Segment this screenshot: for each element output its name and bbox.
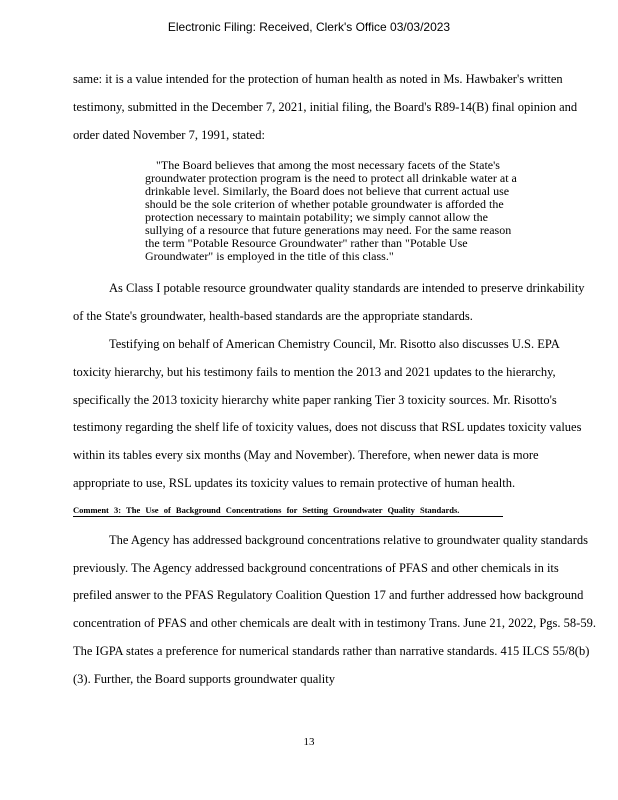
page-number: 13: [303, 736, 315, 748]
filing-header: Electronic Filing: Received, Clerk's Office 03/03/2023: [167, 20, 451, 34]
block-quote: "The Board believes that among the most necessary facets of the State's groundwater protection program is the need to protect all drinkable water at a drinkable level. Similarly, the Board does not believe that current actual use should be the sole criterion of whether potable groundwater is afforded the protection necessary to maintain potability; we simply cannot allow the sullying of a resource that future generations may need. For the same reason the term "Potable Resource Groundwater" rather than "Potable Use Groundwater" is employed in the title of this class.": [145, 158, 517, 264]
paragraph-2: As Class I potable resource groundwater quality standards are intended to preserve drinkability of the State's groundwater, health-based standards are the appropriate standards.: [73, 281, 585, 324]
paragraph-3: Testifying on behalf of American Chemistry Council, Mr. Risotto also discusses U.S. EPA toxicity hierarchy, but his testimony fails to mention the 2013 and 2021 updates to the hierarchy, specifically the 2013 toxicity hierarchy white paper ranking Tier 3 toxicity sources. Mr. Risotto's testimony regarding the shelf life of toxicity values, does not discuss that RSL updates toxicity values within its tables every six months (May and November). Therefore, when newer data is more appropriate to use, RSL updates its toxicity values to remain protective of human health.: [73, 336, 582, 490]
comment-heading: Comment 3: The Use of Background Concentrations for Setting Groundwater Quality Standards.: [73, 504, 503, 517]
paragraph-1: same: it is a value intended for the protection of human health as noted in Ms. Hawbaker's written testimony, submitted in the December 7, 2021, initial filing, the Board's R89-14(B) final opinion and order dated November 7, 1991, stated:: [73, 72, 578, 142]
document-body: [73, 66, 598, 694]
paragraph-4: The Agency has addressed background concentrations relative to groundwater quality standards previously. The Agency addressed background concentrations of PFAS and other chemicals in its prefiled answer to the PFAS Regulatory Coalition Question 17 and further addressed how background concentration of PFAS and other chemicals are dealt with in testimony Trans. June 21, 2022, Pgs. 58-59. The IGPA states a preference for numerical standards rather than narrative standards. 415 ILCS 55/8(b)(3). Further, the Board supports groundwater quality: [73, 532, 596, 686]
